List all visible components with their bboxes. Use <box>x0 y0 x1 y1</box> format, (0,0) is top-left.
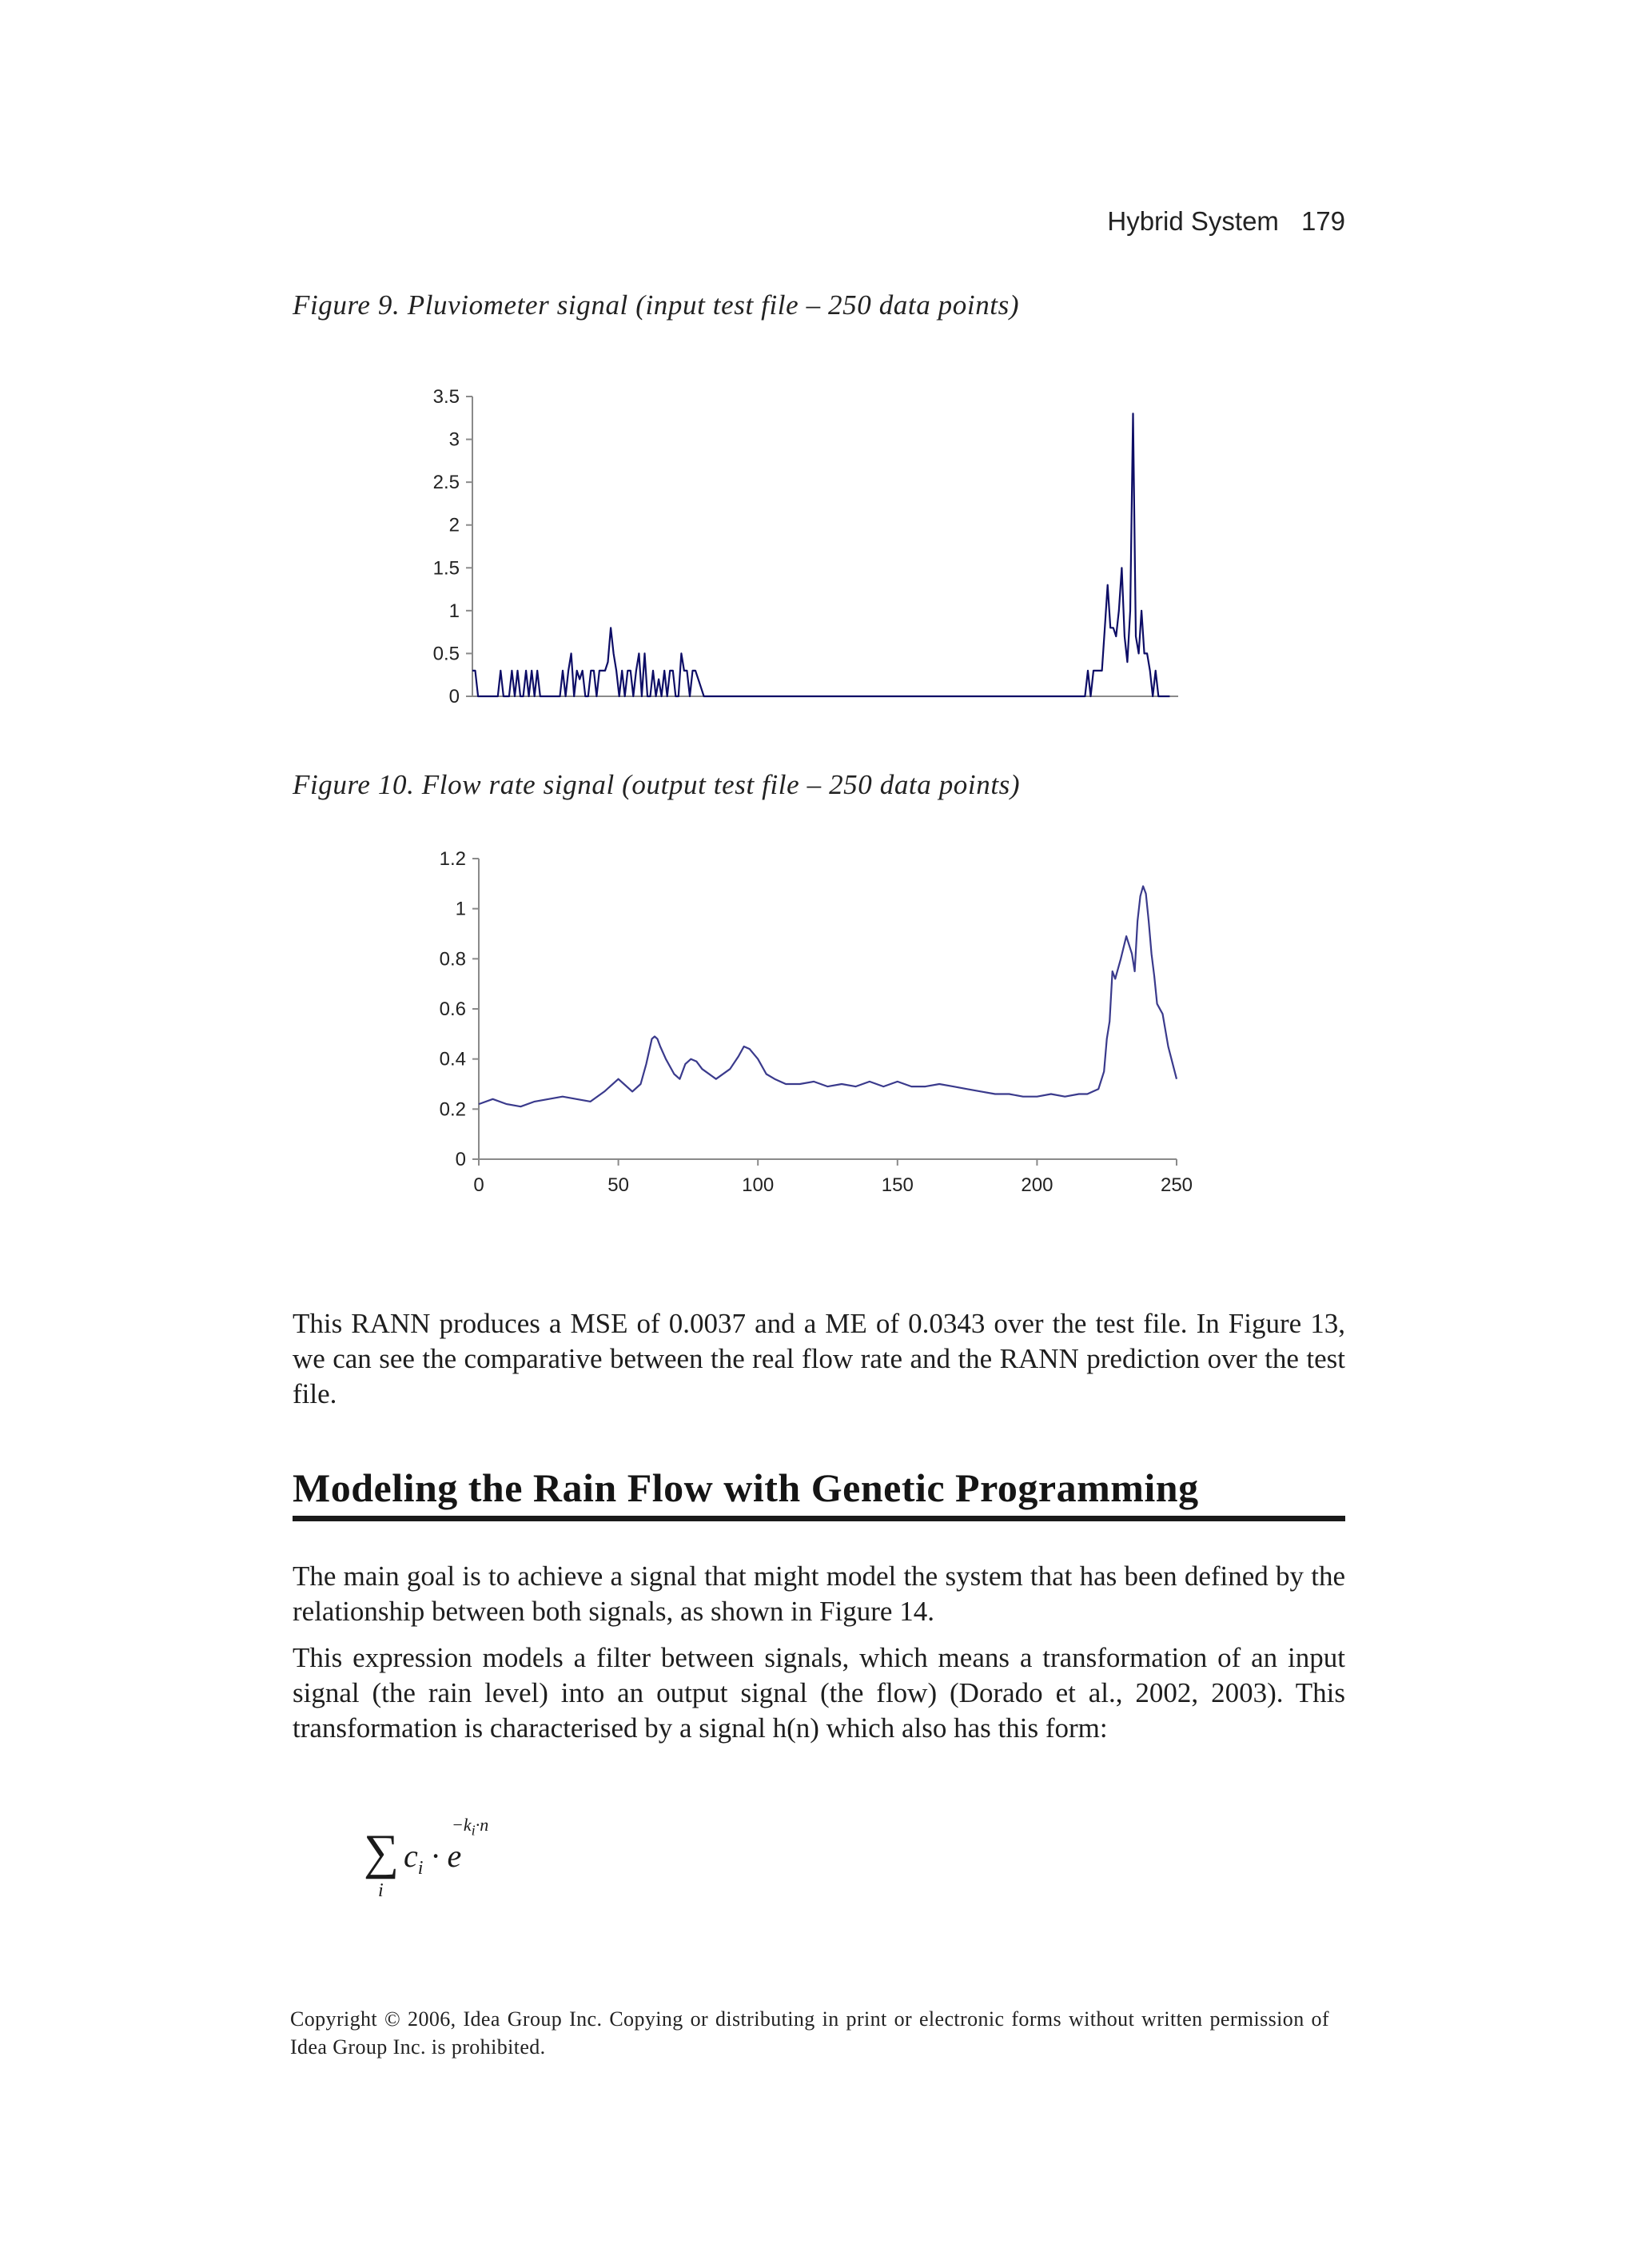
formula-base: e <box>447 1838 462 1874</box>
chart-1-y-tick-label: 0.6 <box>439 998 466 1020</box>
formula-exponent-tail: ·n <box>475 1815 489 1835</box>
page-number: 179 <box>1300 206 1345 236</box>
chart-0-y-tick-label: 1 <box>448 600 460 622</box>
chart-1-y-tick-label: 0.8 <box>439 948 466 971</box>
paragraph-rann-results: This RANN produces a MSE of 0.0037 and a ME of 0.0343 over the test file. In Figure 13, we can see the comparative between the real flow rate and the RANN prediction over the test file. <box>293 1308 1345 1409</box>
chart-1-x-tick-label: 150 <box>881 1174 914 1196</box>
chart-1-y-tick-label: 1 <box>455 898 466 920</box>
chart-1-x-tick-label: 250 <box>1160 1174 1193 1196</box>
formula-operator: · <box>431 1838 440 1874</box>
chart-1-x-tick-label: 200 <box>1021 1174 1053 1196</box>
chart-0-y-tick-label: 0.5 <box>432 643 460 665</box>
chart-1-series-line <box>479 887 1177 1107</box>
chart-0-y-tick-label: 1.5 <box>432 557 460 580</box>
chart-1-x-tick-label: 100 <box>742 1174 775 1196</box>
figure-9-caption: Figure 9. Pluviometer signal (input test file – 250 data points) <box>293 289 1020 321</box>
formula-exponent <box>452 1815 488 1839</box>
chart-0-y-tick-label: 3.5 <box>432 386 460 408</box>
copyright-notice: Copyright © 2006, Idea Group Inc. Copying or distributing in print or electronic forms without written permission of Idea Group Inc. is prohibited. <box>290 2007 1329 2059</box>
paragraph-main-goal: The main goal is to achieve a signal that might model the system that has been defined by the relationship between both signals, as shown in Figure 14. <box>293 1560 1345 1627</box>
paragraph-filter-expression: This expression models a filter between signals, which means a transformation of an input signal (the rain level) into an output signal (the flow) (Dorado et al., 2002, 2003). This transformation is characterised by a signal h(n) which also has this form: <box>293 1642 1345 1744</box>
formula-exponent-k: −k <box>452 1815 472 1835</box>
figure-10-caption: Figure 10. Flow rate signal (output test file – 250 data points) <box>293 769 1021 800</box>
formula-coefficient: c <box>404 1838 418 1874</box>
chart-0-y-tick-label: 0 <box>448 686 460 708</box>
formula-coefficient-sub: i <box>417 1858 424 1879</box>
chart-1-y-tick-label: 0.4 <box>439 1048 466 1070</box>
formula-sum-exponential <box>364 1815 540 1903</box>
running-head-title: Hybrid System <box>1107 206 1279 236</box>
chart-1-y-tick-label: 0.2 <box>439 1098 466 1121</box>
formula-exponent-sub: i <box>471 1822 476 1839</box>
chart-1-y-tick-label: 1.2 <box>439 848 466 870</box>
chart-0-y-tick-label: 3 <box>448 428 460 451</box>
chart-1-x-tick-label: 0 <box>473 1174 484 1196</box>
section-heading: Modeling the Rain Flow with Genetic Programming <box>293 1465 1345 1521</box>
chart-0-y-tick-label: 2 <box>448 514 460 536</box>
formula-sum-index: i <box>378 1880 384 1901</box>
chart-1-y-tick-label: 0 <box>455 1149 466 1170</box>
formula-term <box>404 1837 461 1879</box>
chart-1-x-tick-label: 50 <box>607 1174 629 1196</box>
chart-0-y-tick-label: 2.5 <box>432 472 460 494</box>
formula-sum-symbol: ∑ <box>364 1825 400 1879</box>
